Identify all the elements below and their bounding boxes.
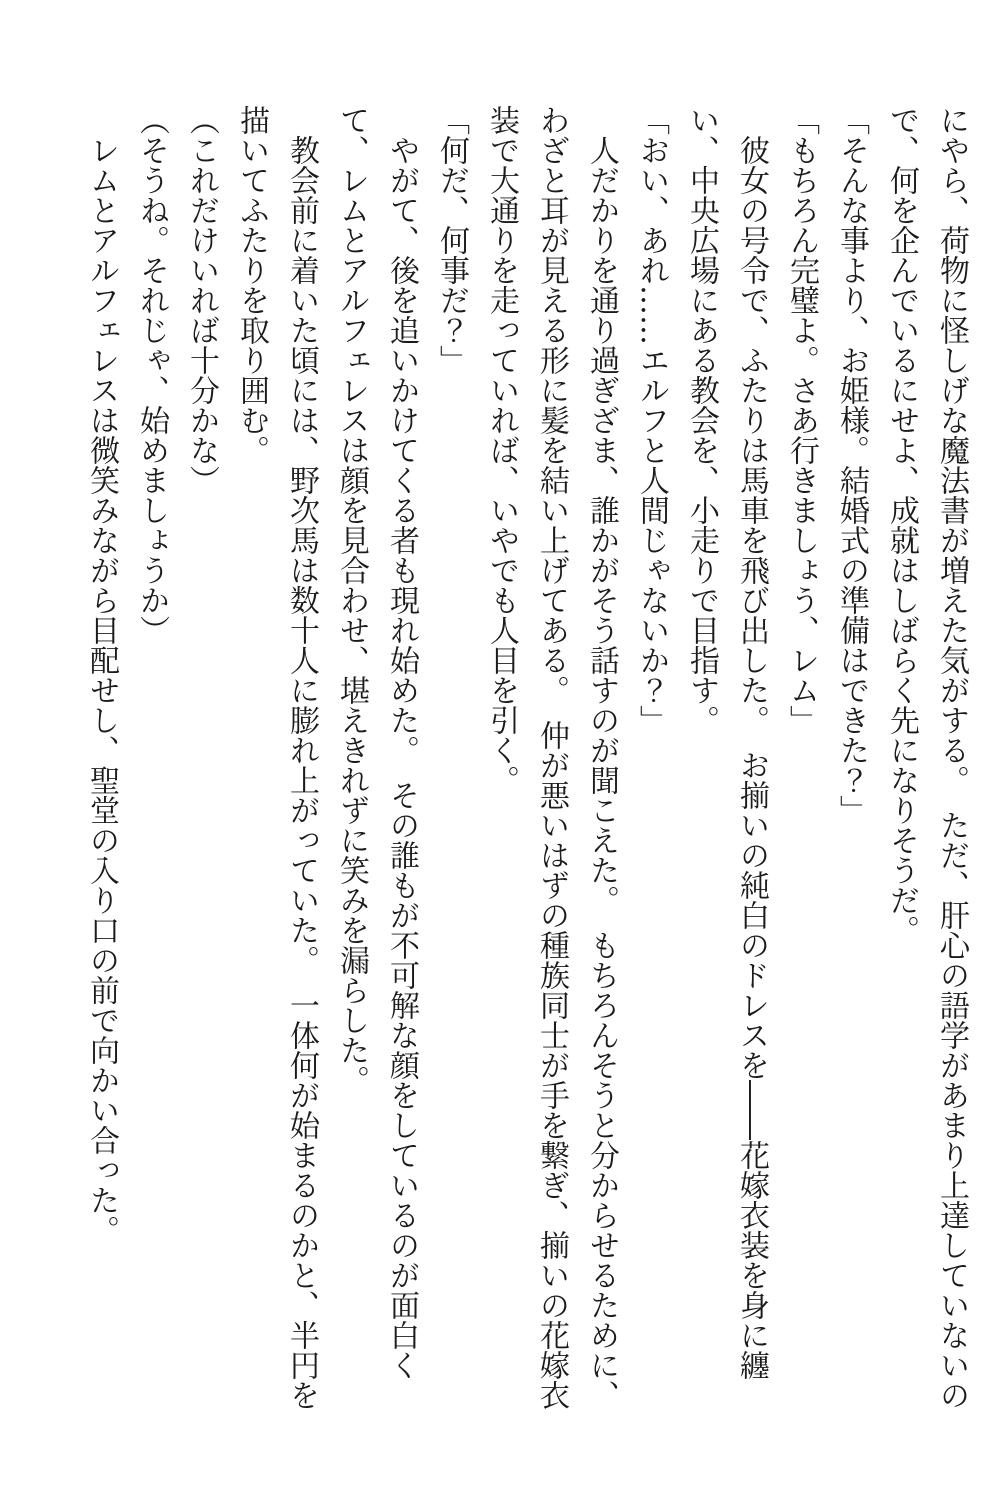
text-line-9: わざと耳が見える形に髪を結い上げてある。 仲が悪いはずの種族同士が手を繋ぎ、揃いの花嫁衣 [534,105,569,1410]
text-line-14: 教会前に着いた頃には、野次馬は数十人に膨れ上がっていた。 一体何が始まるのかと、半円を [284,135,319,1410]
text-line-4: 「もちろん完璧よ。さあ行きましょう、レム」 [784,105,819,735]
text-line-12: やがて、後を追いかけてくる者も現れ始めた。 その誰もが不可解な顔をしているのが面白く [384,135,419,1380]
text-line-15: 描いてふたりを取り囲む。 [234,105,269,465]
text-line-2: で、何を企んでいるにせよ、成就はしばらく先になりそうだ。 [884,105,919,945]
text-line-16: （これだけいれば十分かな） [184,105,219,495]
text-line-11: 「何だ、何事だ？」 [434,105,469,375]
text-line-17: （そうね。それじゃ、始めましょうか） [134,105,169,645]
text-line-1: にやら、荷物に怪しげな魔法書が増えた気がする。 ただ、肝心の語学があまり上達していないの [934,105,969,1410]
text-line-13: て、レムとアルフェレスは顔を見合わせ、堪えきれずに笑みを漏らした。 [334,105,369,1095]
text-line-8: 人だかりを通り過ぎざま、誰かがそう話すのが聞こえた。 もちろんそうと分からせるために、 [584,135,619,1410]
text-line-18: レムとアルフェレスは微笑みながら目配せし、聖堂の入り口の前で向かい合った。 [84,135,119,1245]
text-line-3: 「そんな事より、お姫様。結婚式の準備はできた？」 [834,105,869,825]
text-line-7: 「おい、あれ……エルフと人間じゃないか？」 [634,105,669,735]
text-line-10: 装で大通りを走っていれば、いやでも人目を引く。 [484,105,519,795]
vertical-text-block [74,105,976,1467]
text-line-6: い、中央広場にある教会を、小走りで目指す。 [684,105,719,735]
text-line-5: 彼女の号令で、ふたりは馬車を飛び出した。 お揃いの純白のドレスを――花嫁衣装を身に纏 [734,135,769,1380]
